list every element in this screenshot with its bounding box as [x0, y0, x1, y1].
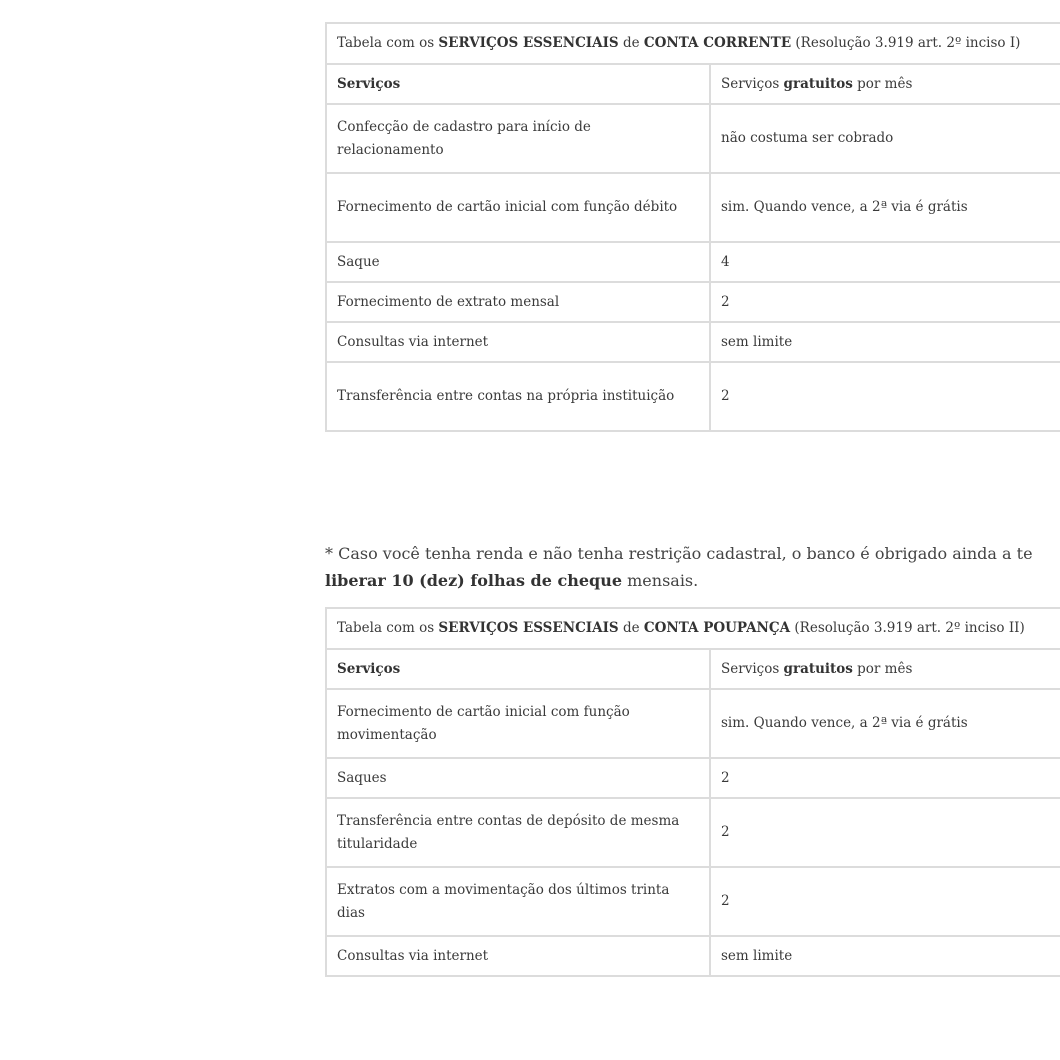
header-free: Serviços gratuitos por mês: [710, 64, 1060, 104]
table-row: [326, 867, 1060, 936]
free-cell: 2: [710, 362, 1060, 431]
table-header-row: [326, 64, 1060, 104]
service-cell: Transferência entre contas de depósito de mesma titularidade: [326, 798, 710, 867]
service-cell: Saques: [326, 758, 710, 798]
service-cell: Fornecimento de cartão inicial com função movimentação: [326, 689, 710, 758]
header-services: Serviços: [337, 75, 401, 92]
table-header-row: [326, 649, 1060, 689]
free-cell: 2: [710, 867, 1060, 936]
free-cell: sem limite: [710, 322, 1060, 362]
free-cell: sim. Quando vence, a 2ª via é grátis: [710, 173, 1060, 242]
service-cell: Confecção de cadastro para início de relacionamento: [326, 104, 710, 173]
service-cell: Consultas via internet: [326, 322, 710, 362]
service-cell: Transferência entre contas na própria instituição: [326, 362, 710, 431]
table-row: [326, 689, 1060, 758]
free-cell: sem limite: [710, 936, 1060, 976]
table-row: [326, 362, 1060, 431]
free-cell: 2: [710, 282, 1060, 322]
table-caption: Tabela com os SERVIÇOS ESSENCIAIS de CONTA CORRENTE (Resolução 3.919 art. 2º inciso I): [326, 23, 1060, 64]
table-caption: Tabela com os SERVIÇOS ESSENCIAIS de CONTA POUPANÇA (Resolução 3.919 art. 2º inciso II): [326, 608, 1060, 649]
free-cell: não costuma ser cobrado: [710, 104, 1060, 173]
service-cell: Consultas via internet: [326, 936, 710, 976]
table-row: [326, 282, 1060, 322]
service-cell: Fornecimento de cartão inicial com função débito: [326, 173, 710, 242]
header-free: Serviços gratuitos por mês: [710, 649, 1060, 689]
free-cell: sim. Quando vence, a 2ª via é grátis: [710, 689, 1060, 758]
table-row: [326, 173, 1060, 242]
conta-corrente-table: [325, 22, 1060, 432]
free-cell: 4: [710, 242, 1060, 282]
service-cell: Extratos com a movimentação dos últimos trinta dias: [326, 867, 710, 936]
table-row: [326, 936, 1060, 976]
free-cell: 2: [710, 758, 1060, 798]
table-row: [326, 798, 1060, 867]
table-row: [326, 242, 1060, 282]
table-row: [326, 758, 1060, 798]
table-row: [326, 104, 1060, 173]
conta-poupanca-table: [325, 607, 1060, 977]
cheque-note: * Caso você tenha renda e não tenha restrição cadastral, o banco é obrigado ainda a te liberar 10 (dez) folhas de cheque mensais.: [325, 544, 1033, 590]
service-cell: Fornecimento de extrato mensal: [326, 282, 710, 322]
header-services: Serviços: [337, 660, 401, 677]
table-row: [326, 322, 1060, 362]
free-cell: 2: [710, 798, 1060, 867]
service-cell: Saque: [326, 242, 710, 282]
